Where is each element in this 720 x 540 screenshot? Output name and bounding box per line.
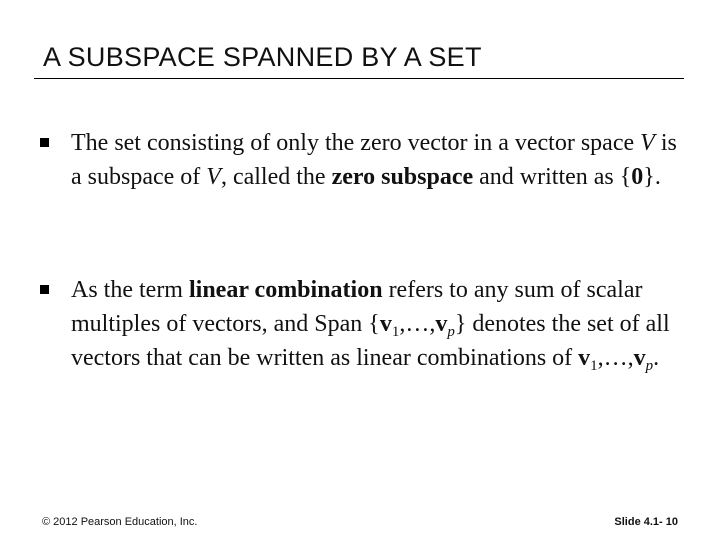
term-zero-subspace: zero subspace <box>331 164 474 190</box>
footer-copyright: © 2012 Pearson Education, Inc. <box>42 516 198 528</box>
text-run: . <box>653 345 660 371</box>
text-run: As the term <box>71 277 189 303</box>
math-vector: v <box>633 345 646 371</box>
math-variable: V <box>206 164 221 190</box>
math-zero-vector: 0 <box>631 164 644 190</box>
square-bullet-icon <box>40 285 49 294</box>
math-vector: v <box>578 345 591 371</box>
bullet-span <box>40 273 680 375</box>
math-vector: v <box>435 311 448 337</box>
bullet-zero-subspace <box>40 126 680 194</box>
text-run: }. <box>643 164 661 190</box>
text-run: , called the <box>220 164 332 190</box>
subscript: 1 <box>590 358 598 374</box>
title-divider <box>34 78 684 79</box>
text-run: The set consisting of only the zero vector in a vector space <box>71 130 641 156</box>
text-run: and written as { <box>473 164 632 190</box>
text-run: ,…, <box>399 311 436 337</box>
math-vector: v <box>379 311 392 337</box>
text-run: } denotes the set of all vectors that can be written as linear combinations of <box>71 311 670 371</box>
bullet-text <box>71 273 680 375</box>
footer-slide-number: Slide 4.1- 10 <box>614 516 678 528</box>
bullet-text <box>71 126 680 194</box>
subscript: 1 <box>391 324 400 340</box>
subscript-italic: p <box>447 324 455 340</box>
text-run: is a subspace of <box>71 130 677 190</box>
subscript-italic: p <box>645 358 654 374</box>
square-bullet-icon <box>40 138 49 147</box>
text-run: refers to any sum of scalar multiples of vectors, and Span { <box>71 277 643 337</box>
math-variable: V <box>640 130 655 156</box>
term-linear-combination: linear combination <box>188 277 383 303</box>
subscript <box>447 324 455 340</box>
slide-title: A SUBSPACE SPANNED BY A SET <box>43 42 482 72</box>
text-run: ,…, <box>597 345 634 371</box>
